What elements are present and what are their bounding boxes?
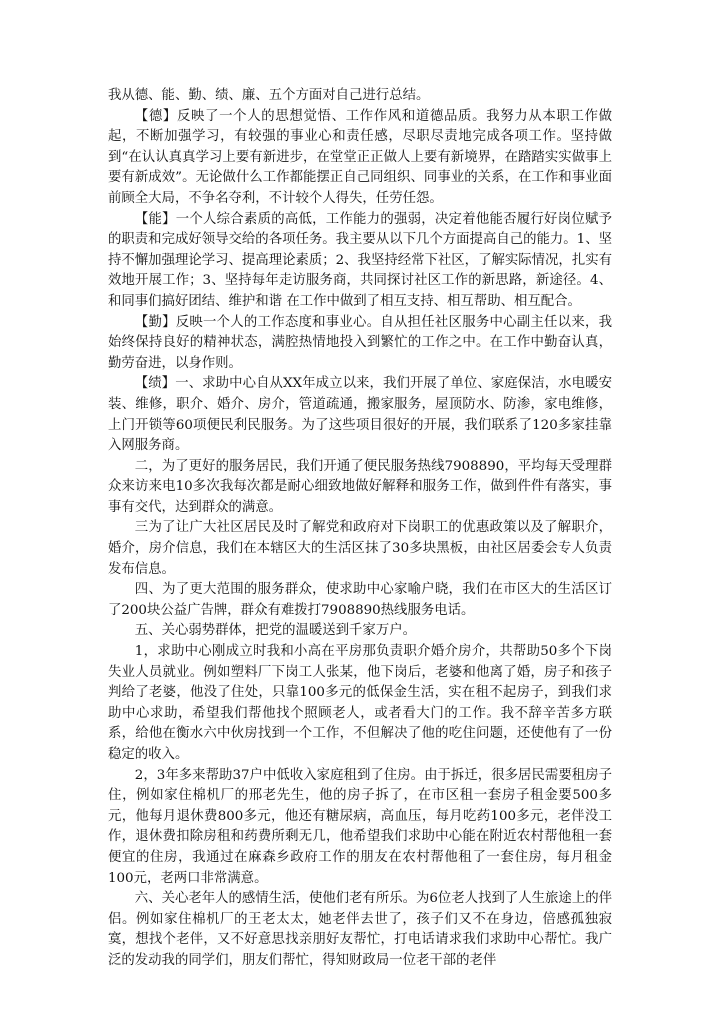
paragraph-achievement-5: 五、关心弱势群体，把党的温暖送到千家万户。 — [134, 623, 416, 639]
paragraph-achievement-3: 三为了让广大社区居民及时了解党和政府对下岗职工的优惠政策以及了解职介，婚介，房介信息，我们在本辖区大的生活区抹了30多块黑板，由社区居委会专人负责发布信息。 — [108, 520, 612, 577]
paragraph-virtue: 【德】反映了一个人的思想觉悟、工作作风和道德品质。我努力从本职工作做起，不断加强学习，有较强的事业心和责任感，尽职尽责地完成各项工作。坚持做到“在认认真真学习上要有新进步，在堂堂正正做人上要有新境界，在踏踏实实做事上要有新成效”。无论做什么工作都能摆正自己同组织、同事业的关系，在工作和事业面前顾全大局，不争名夺利，不计较个人得失，任劳任怨。 — [108, 108, 612, 206]
paragraph-employment-help: 1，求助中心刚成立时我和小高在平房那负责职介婚介房介，共帮助50多个下岗失业人员就业。例如塑料厂下岗工人张某，他下岗后，老婆和他离了婚，房子和孩子判给了老婆，他没了住处，只靠100多元的低保金生活，实在租不起房子，到我们求助中心求助，希望我们帮他找个照顾老人，或者看大门的工作。我不辞辛苦多方联系，给他在衡水六中伙房找到一个工作，不但解决了他的吃住问题，还使他有了一份稳定的收入。 — [108, 644, 612, 762]
paragraph-intro: 我从德、能、勤、绩、廉、五个方面对自己进行总结。 — [108, 88, 430, 103]
paragraph-achievement-2: 二，为了更好的服务居民，我们开通了便民服务热线7908890，平均每天受理群众来访来电10多次我每次都是耐心细致地做好解释和服务工作，做到件件有落实，事事有交代，达到群众的满意。 — [108, 458, 612, 515]
paragraph-housing-help: 2，3年多来帮助37户中低收入家庭租到了住房。由于拆迁，很多居民需要租房子住，例如家住棉机厂的邢老先生，他的房子拆了，在市区租一套房子租金要500多元，他每月退休费800多元，他还有糖尿病，高血压，每月吃药100多元，老伴没工作，退休费扣除房租和药费所剩无几，他希望我们求助中心能在附近农村帮他租一套便宜的住房，我通过在麻森乡政府工作的朋友在农村帮他租了一套住房，每月租金100元，老两口非常满意。 — [108, 767, 612, 886]
paragraph-achievement-4: 四、为了更大范围的服务群众，使求助中心家喻户晓，我们在市区大的生活区订了200块公益广告牌，群众有难拨打7908890热线服务电话。 — [108, 582, 612, 618]
document-body — [108, 86, 612, 972]
paragraph-elderly-care: 六、关心老年人的感情生活，使他们老有所乐。为6位老人找到了人生旅途上的伴侣。例如家住棉机厂的王老太太，她老伴去世了，孩子们又不在身边，倍感孤独寂寞，想找个老伴，又不好意思找亲朋好友帮忙，打电话请求我们求助中心帮忙。我广泛的发动我的同学们，朋友们帮忙，得知财政局一位老干部的老伴 — [108, 891, 612, 968]
paragraph-diligence: 【勤】反映一个人的工作态度和事业心。自从担任社区服务中心副主任以来，我始终保持良好的精神状态，满腔热情地投入到繁忙的工作之中。在工作中勤奋认真，勤劳奋进，以身作则。 — [108, 314, 612, 371]
paragraph-achievement-1: 【绩】一、求助中心自从XX年成立以来，我们开展了单位、家庭保洁，水电暖安装、维修，职介、婚介、房介，管道疏通，搬家服务，屋顶防水、防渗，家电维修，上门开锁等60项便民利民服务。为了这些项目很好的开展，我们联系了120多家挂靠入网服务商。 — [108, 376, 612, 454]
paragraph-ability: 【能】一个人综合素质的高低，工作能力的强弱，决定着他能否履行好岗位赋予的职责和完成好领导交给的各项任务。我主要从以下几个方面提高自己的能力。1、坚持不懈加强理论学习、提高理论素质；2、我坚持经常下社区，了解实际情况，扎实有效地开展工作；3、坚持每年走访服务商，共同探讨社区工作的新思路，新途径。4、和同事们搞好团结、维护和谐 在工作中做到了相互支持、相互帮助、相互配合。 — [108, 211, 612, 309]
